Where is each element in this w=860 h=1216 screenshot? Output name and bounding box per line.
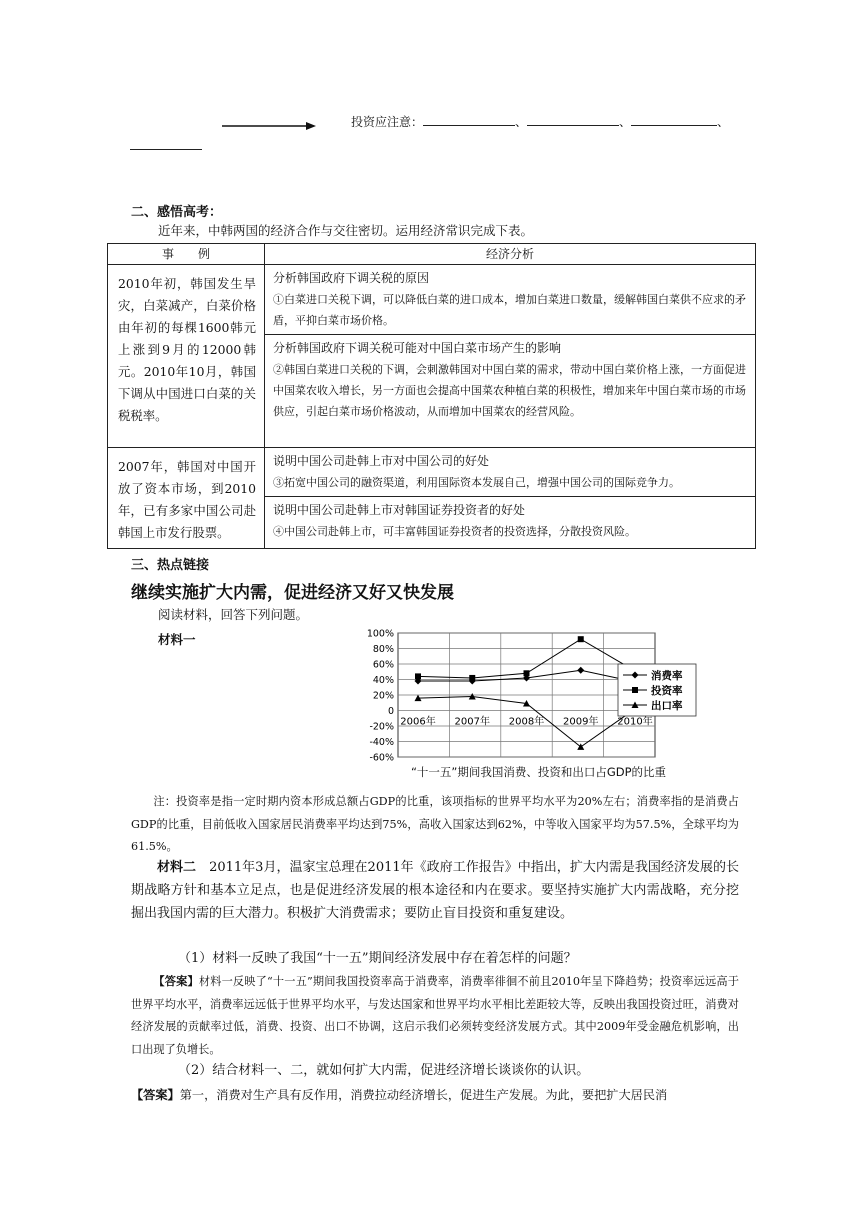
x-tick-label: 2006年 [400, 716, 436, 728]
answer-2-text: 第一，消费对生产具有反作用，消费拉动经济增长，促进生产发展。为此，要把扩大居民消 [179, 1088, 668, 1102]
blank-2[interactable] [527, 112, 619, 126]
y-tick-label: 0 [387, 706, 394, 717]
x-tick-label: 2010年 [617, 716, 653, 728]
answer-text: ④中国公司赴韩上市，可丰富韩国证券投资者的投资选择，分散投资风险。 [273, 525, 636, 538]
y-tick-label: -20% [369, 721, 394, 733]
economic-analysis-table [107, 243, 756, 549]
gdp-share-chart [360, 624, 700, 784]
x-tick-label: 2008年 [508, 716, 545, 728]
material-2-text: 2011年3月，温家宝总理在2011年《政府工作报告》中指出，扩大内需是我国经济发展的长期战略方针和基本立足点，也是促进经济发展的根本途径和内在要求。要坚持实施扩大内需战略，充分挖掘出我国内需的巨大潜力。积极扩大消费需求；要防止盲目投资和重复建设。 [131, 860, 739, 921]
material-2 [131, 856, 739, 925]
answer-text: ②韩国白菜进口关税的下调，会刺激韩国对中国白菜的需求，带动中国白菜价格上涨，一方面促进中国菜农收入增长，另一方面也会提高中国菜农种植白菜的积极性，增加来年中国白菜市场的市场供应，引起白菜市场价格波动，从而增加中国菜农的经营风险。 [273, 363, 746, 418]
section-heading: 三、热点链接 [131, 558, 210, 573]
y-tick-label: 20% [372, 690, 394, 702]
question-text: 分析韩国政府下调关税可能对中国白菜市场产生的影响 [273, 341, 562, 355]
y-tick-label: 40% [372, 675, 394, 686]
blank-4[interactable] [130, 137, 202, 150]
x-tick-label: 2007年 [454, 716, 490, 728]
data-point [415, 673, 421, 679]
section-intro: 近年来，中韩两国的经济合作与交往密切。运用经济常识完成下表。 [158, 223, 534, 238]
table-header-analysis: 经济分析 [265, 244, 756, 265]
data-point [469, 675, 475, 681]
answer-1-text: 材料一反映了“十一五”期间我国投资率高于消费率，消费率徘徊不前且2010年呈下降趋势；投资率远远高于世界平均水平，消费率远远低于世界平均水平，与发达国家和世界平均水平相比差距较大等，反映出我国投资过旺，消费对经济发展的贡献率过低，消费、投资、出口不协调，这启示我们必须转变经济发展方式。其中2009年受金融危机影响，出口出现了负增长。 [131, 975, 739, 1056]
y-tick-label: 80% [372, 644, 394, 655]
y-tick-label: 60% [372, 659, 394, 671]
legend-label: 出口率 [651, 700, 683, 712]
case-cabbage: 2010年初，韩国发生旱灾，白菜减产，白菜价格由年初的每棵1600韩元上涨到9月的12000韩元。2010年10月，韩国下调从中国进口白菜的关税税率。 [108, 265, 265, 448]
y-tick-label: -60% [369, 752, 394, 764]
material-2-label: 材料二 [157, 860, 197, 875]
answer-tag: 【答案】 [153, 974, 199, 988]
answer-text: ①白菜进口关税下调，可以降低白菜的进口成本，增加白菜进口数量，缓解韩国白菜供不应求的矛盾，平抑白菜市场价格。 [273, 293, 746, 327]
material-1-label: 材料一 [158, 632, 196, 647]
question-text: 说明中国公司赴韩上市对中国公司的好处 [273, 454, 490, 468]
analysis-cell-2 [265, 448, 756, 549]
answer-tag: 【答案】 [131, 1088, 180, 1102]
investment-notes-label: 投资应注意： [351, 115, 424, 129]
arrow-icon [222, 121, 316, 131]
chart-note: 注：投资率是指一定时期内资本形成总额占GDP的比重，该项指标的世界平均水平为20%左右；消费率指的是消费占GDP的比重，目前低收入国家居民消费率平均达到75%，高收入国家达到62%，中等收入国家平均为57.5%，全球平均为61.5%。 [131, 795, 739, 853]
sep: 、 [717, 115, 730, 129]
y-tick-label: 100% [366, 628, 394, 640]
blank-1[interactable] [423, 112, 515, 126]
question-text: 说明中国公司赴韩上市对韩国证券投资者的好处 [273, 503, 526, 517]
chart-title: “十一五”期间我国消费、投资和出口占GDP的比重 [410, 765, 667, 779]
sep: 、 [515, 115, 528, 129]
instruction: 阅读材料，回答下列问题。 [158, 607, 309, 622]
question-text: 分析韩国政府下调关税的原因 [273, 271, 430, 285]
question-2: （2）结合材料一、二，就如何扩大内需，促进经济增长谈谈你的认识。 [178, 1063, 590, 1078]
answer-2 [131, 1084, 739, 1107]
x-tick-label: 2009年 [563, 716, 599, 728]
section-heading: 二、感悟高考： [131, 205, 223, 220]
table-header-cases: 事 例 [108, 244, 265, 265]
sep: 、 [619, 115, 632, 129]
question-1: （1）材料一反映了我国“十一五”期间经济发展中存在着怎样的问题？ [178, 951, 577, 966]
article-title: 继续实施扩大内需，促进经济又好又快发展 [131, 583, 454, 603]
blank-3[interactable] [631, 112, 717, 126]
investment-notes-line [351, 112, 729, 133]
data-point [524, 670, 530, 676]
data-point [578, 636, 584, 642]
answer-1 [131, 970, 739, 1061]
legend-marker [632, 687, 638, 693]
answer-text: ③拓宽中国公司的融资渠道，利用国际资本发展自己，增强中国公司的国际竞争力。 [273, 476, 680, 489]
case-capital-market: 2007年，韩国对中国开放了资本市场，到2010年，已有多家中国公司赴韩国上市发行股票。 [108, 448, 265, 549]
legend-label: 投资率 [651, 685, 683, 697]
analysis-cell-1 [265, 265, 756, 448]
y-tick-label: -40% [369, 737, 394, 748]
legend-label: 消费率 [651, 670, 683, 682]
